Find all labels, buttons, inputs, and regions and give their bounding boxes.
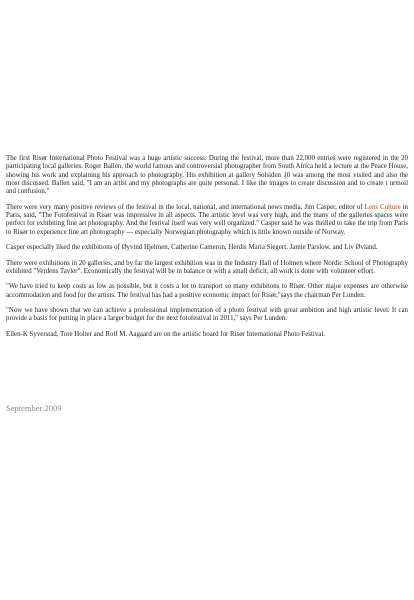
paragraph-reviews-lead: There were very many positive reviews of the festival in the local, national, and international news media. Jim Casper, editor of [6, 203, 365, 211]
paragraph-festival-success: The first Risør International Photo Festival was a huge artistic success. During the festival, more than 22,000 entries were registered in the 20 participating local galleries. Roger Ballen, the world famous and controversial photographer from South Africa held a lecture at the Peace House, showing his work and explaining his approach to photography. His exhibition at gallery Solsiden 10 was among the most visited and also the most discussed. Ballen said, "I am an artist and my photographs are quite personal. I like the images to create discussion and to create t urmoil and confusion." [6, 155, 408, 196]
paragraph-costs-quote: "We have tried to keep costs as low as possible, but it costs a lot to transport so many exhibitons to Risør. Other major expenses are otherwise accommodation and food for the artists. The festival has had a positive economic impact for Risør,"says the chairman Per Lunden. [6, 283, 408, 299]
paragraph-exhibitions-liked: Casper especially liked the exhibitions of Øyvind Hjelmen, Catherine Cameron, Herdis Maria Siegert, Jamie Parslow, and Liv Øvland. [6, 244, 378, 252]
paragraph-reviews [6, 204, 408, 237]
paragraph-reviews-rest: in Paris, said, "The Fotofestival in Risør was impressive in all aspects. The artistic level was very high, and the many of the galleries spaces were perfect for exhibiting fine art photography. And the festival itself was very well organized." Casper said he was thrilled to take the trip from Paris to Risør to experience fine art photography — especially Norwegian photography which is little known outside of Norway. [6, 203, 408, 236]
dateline: September 2009 [6, 403, 62, 413]
article-body [6, 155, 408, 346]
paragraph-ambition-quote: "Now we have shown that we can achieve a professional implementation of a photo festival with great ambition and high artistic level. It can provide a basis for putting in place a larger budget for the next fotofestival in 2011," says Per Lunden. [6, 307, 408, 323]
lens-culture-link[interactable]: Lens Culture [364, 203, 401, 211]
paragraph-artistic-board: Ellen-K Syverstad, Tore Holter and Rolf M. Aagaard are on the artistic board for Risør International Photo Festival. [6, 330, 325, 338]
paragraph-galleries: There were exhibitions in 20 galleries, and by far the largest exhibition was in the Industry Hall of Holmen where Nordic School of Photography exhibited "Verdens Tavler". Economically the festival will be in balance or with a small deficit, all work is done with volunteer effort. [6, 259, 408, 275]
